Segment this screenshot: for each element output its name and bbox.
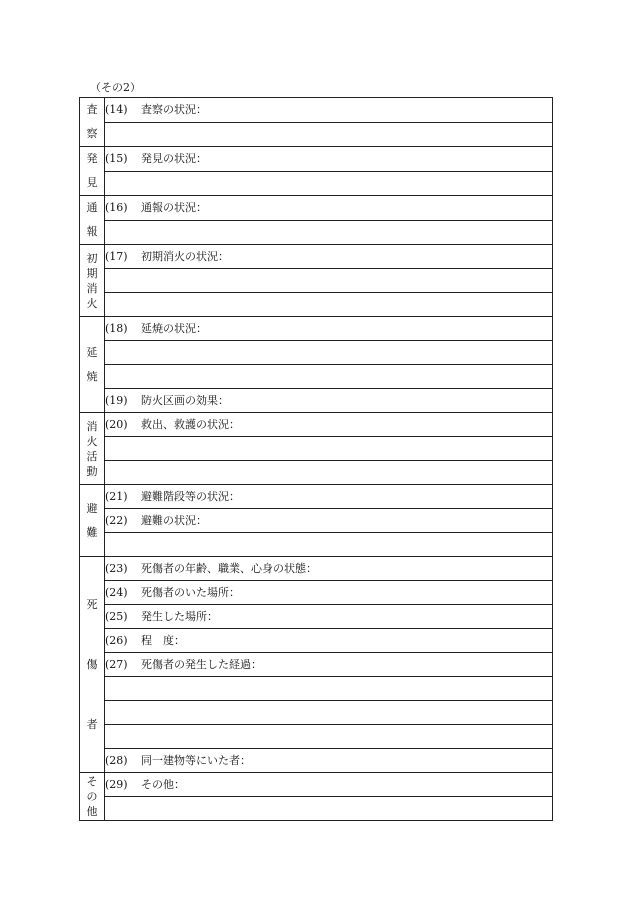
form-row bbox=[80, 171, 553, 196]
category-cell bbox=[80, 317, 105, 413]
item-label: 発見の状況： bbox=[141, 151, 207, 165]
form-row bbox=[80, 196, 553, 221]
item-label: 救出、救護の状況： bbox=[141, 417, 240, 431]
entry-field[interactable] bbox=[105, 122, 553, 147]
form-row bbox=[80, 557, 553, 581]
item-row bbox=[105, 245, 553, 269]
entry-field[interactable] bbox=[105, 365, 553, 389]
item-row bbox=[105, 147, 553, 172]
item-number: (16) bbox=[105, 200, 128, 214]
item-number: (20) bbox=[105, 417, 128, 431]
form-row bbox=[80, 725, 553, 749]
form-row bbox=[80, 749, 553, 773]
item-number: (14) bbox=[105, 102, 128, 116]
category-label: その他 bbox=[86, 775, 98, 818]
form-row bbox=[80, 797, 553, 821]
item-row bbox=[105, 317, 553, 341]
category-label: 避難 bbox=[86, 501, 98, 539]
item-number: (21) bbox=[105, 489, 128, 503]
item-label: 初期消火の状況： bbox=[141, 249, 229, 263]
category-label: 査察 bbox=[86, 103, 98, 140]
item-row bbox=[105, 773, 553, 797]
form-row bbox=[80, 293, 553, 317]
category-cell bbox=[80, 245, 105, 317]
form-row bbox=[80, 461, 553, 485]
item-label: 発生した場所： bbox=[141, 609, 218, 623]
item-row bbox=[105, 605, 553, 629]
form-row bbox=[80, 220, 553, 245]
form-row bbox=[80, 245, 553, 269]
category-label: 通報 bbox=[86, 201, 98, 238]
form-row bbox=[80, 341, 553, 365]
item-number: (24) bbox=[105, 585, 128, 599]
category-label: 消火活動 bbox=[86, 419, 98, 478]
item-label: 避難階段等の状況： bbox=[141, 489, 240, 503]
form-row bbox=[80, 122, 553, 147]
entry-field[interactable] bbox=[105, 677, 553, 701]
item-number: (17) bbox=[105, 249, 128, 263]
entry-field[interactable] bbox=[105, 341, 553, 365]
form-row bbox=[80, 389, 553, 413]
item-number: (15) bbox=[105, 151, 128, 165]
form-row bbox=[80, 147, 553, 172]
item-label: 死傷者の発生した経過： bbox=[141, 657, 262, 671]
category-label: 死傷者 bbox=[86, 597, 98, 731]
item-label: 防火区画の効果： bbox=[141, 393, 229, 407]
form-row bbox=[80, 701, 553, 725]
item-row bbox=[105, 196, 553, 221]
item-number: (22) bbox=[105, 513, 128, 527]
form-row bbox=[80, 317, 553, 341]
item-label: 死傷者の年齢、職業、心身の状態： bbox=[141, 561, 317, 575]
entry-field[interactable] bbox=[105, 725, 553, 749]
entry-field[interactable] bbox=[105, 269, 553, 293]
item-number: (28) bbox=[105, 753, 128, 767]
item-label: 通報の状況： bbox=[141, 200, 207, 214]
item-number: (19) bbox=[105, 393, 128, 407]
category-cell bbox=[80, 196, 105, 245]
category-label: 初期消火 bbox=[86, 251, 98, 310]
entry-field[interactable] bbox=[105, 533, 553, 557]
entry-field[interactable] bbox=[105, 701, 553, 725]
item-row bbox=[105, 98, 553, 123]
form-row bbox=[80, 269, 553, 293]
category-label: 発見 bbox=[86, 152, 98, 189]
item-label: 死傷者のいた場所： bbox=[141, 585, 240, 599]
entry-field[interactable] bbox=[105, 437, 553, 461]
form-row bbox=[80, 98, 553, 123]
item-row bbox=[105, 629, 553, 653]
item-row bbox=[105, 653, 553, 677]
item-label: 避難の状況： bbox=[141, 513, 207, 527]
entry-field[interactable] bbox=[105, 171, 553, 196]
item-label: 同一建物等にいた者： bbox=[141, 753, 251, 767]
item-number: (18) bbox=[105, 321, 128, 335]
category-cell bbox=[80, 485, 105, 557]
entry-field[interactable] bbox=[105, 293, 553, 317]
item-label: その他： bbox=[141, 777, 185, 791]
form-row bbox=[80, 605, 553, 629]
form-row bbox=[80, 533, 553, 557]
item-row bbox=[105, 413, 553, 437]
item-row bbox=[105, 509, 553, 533]
item-row bbox=[105, 485, 553, 509]
form-row bbox=[80, 629, 553, 653]
fire-report-form-table bbox=[79, 97, 553, 821]
form-row bbox=[80, 677, 553, 701]
form-row bbox=[80, 413, 553, 437]
form-row bbox=[80, 485, 553, 509]
entry-field[interactable] bbox=[105, 461, 553, 485]
item-number: (23) bbox=[105, 561, 128, 575]
item-row bbox=[105, 581, 553, 605]
form-row bbox=[80, 509, 553, 533]
entry-field[interactable] bbox=[105, 220, 553, 245]
form-row bbox=[80, 365, 553, 389]
item-row bbox=[105, 749, 553, 773]
item-row bbox=[105, 557, 553, 581]
form-row bbox=[80, 581, 553, 605]
item-number: (29) bbox=[105, 777, 128, 791]
item-number: (25) bbox=[105, 609, 128, 623]
form-row bbox=[80, 653, 553, 677]
page-label: （その2） bbox=[90, 81, 141, 94]
item-label: 程 度： bbox=[141, 633, 185, 647]
item-label: 延焼の状況： bbox=[141, 321, 207, 335]
item-number: (27) bbox=[105, 657, 128, 671]
category-cell bbox=[80, 147, 105, 196]
form-row bbox=[80, 437, 553, 461]
category-cell bbox=[80, 413, 105, 485]
category-cell bbox=[80, 773, 105, 821]
form-row bbox=[80, 773, 553, 797]
category-cell bbox=[80, 98, 105, 147]
item-label: 査察の状況： bbox=[141, 102, 207, 116]
item-row bbox=[105, 389, 553, 413]
item-number: (26) bbox=[105, 633, 128, 647]
category-label: 延焼 bbox=[86, 345, 98, 383]
entry-field[interactable] bbox=[105, 797, 553, 821]
category-cell bbox=[80, 557, 105, 773]
